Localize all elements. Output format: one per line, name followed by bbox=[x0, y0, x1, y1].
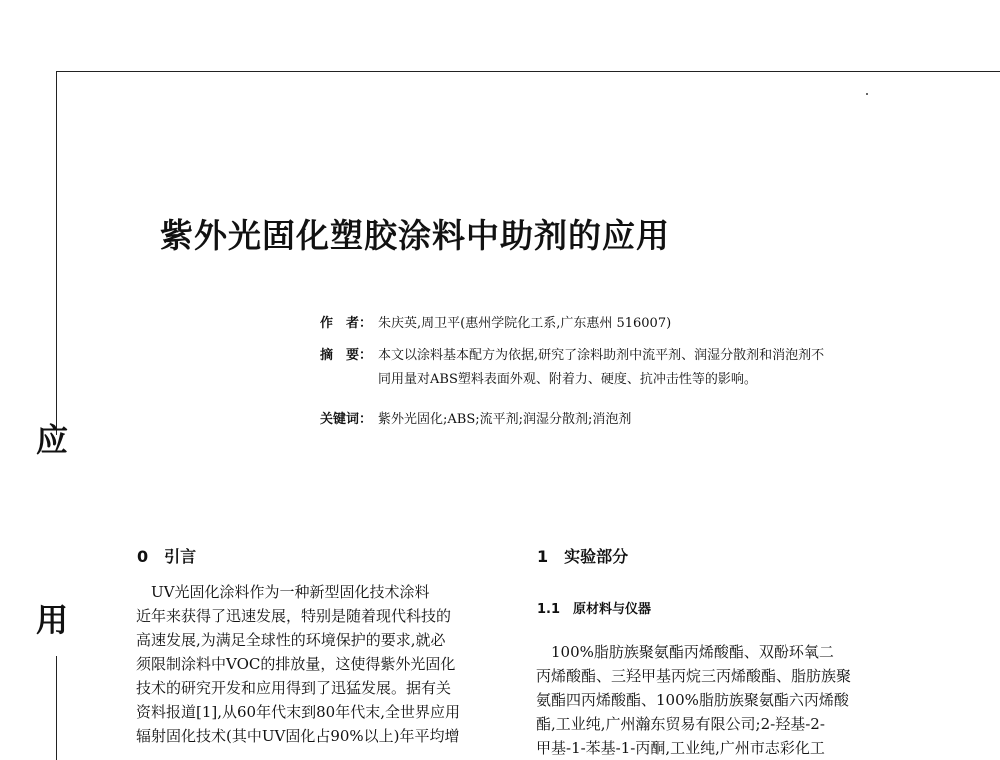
author-value: 朱庆英,周卫平(惠州学院化工系,广东惠州 516007) bbox=[378, 316, 672, 331]
abstract-value: 本文以涂料基本配方为依据,研究了涂料助剂中流平剂、润湿分散剂和消泡剂不 同用量对ABS塑料表面外观、附着力、硬度、抗冲击性等的影响。 bbox=[378, 348, 825, 387]
article-title: 紫外光固化塑胶涂料中助剂的应用 bbox=[160, 216, 670, 255]
left-border-rule-lower bbox=[56, 656, 57, 760]
side-label-char-2: 用 bbox=[35, 601, 68, 639]
section-1-1-heading: 1.1 原材料与仪器 bbox=[537, 602, 652, 617]
abstract-block bbox=[320, 344, 824, 392]
keywords-value: 紫外光固化;ABS;流平剂;润湿分散剂;消泡剂 bbox=[378, 412, 632, 427]
left-border-rule bbox=[56, 71, 57, 435]
author-block bbox=[320, 312, 671, 336]
section-1-heading: 1 实验部分 bbox=[537, 547, 629, 566]
section-1-1-body: 100%脂肪族聚氨酯丙烯酸酯、双酚环氧二 丙烯酸酯、三羟甲基丙烷三丙烯酸酯、脂肪族聚 氨酯四丙烯酸酯、100%脂肪族聚氨酯六丙烯酸 酯,工业纯,广州瀚东贸易有限公司;2-羟基-2- 甲基-1-苯基-1-丙酮,工业纯,广州市志彩化工 bbox=[536, 643, 852, 757]
section-0-heading: 0 引言 bbox=[137, 547, 197, 566]
side-label-char-1: 应 bbox=[35, 421, 68, 459]
scan-dot bbox=[866, 93, 868, 95]
keywords-label: 关键词： bbox=[320, 412, 373, 427]
section-0-body: UV光固化涂料作为一种新型固化技术涂料 近年来获得了迅速发展，特别是随着现代科技的 高速发展,为满足全球性的环境保护的要求,就必 须限制涂料中VOC的排放量，这使得紫外光固化 技术的研究开发和应用得到了迅猛发展。据有关 资料报道[1],从60年代末到80年代末,全世界应用 辐射固化技术(其中UV固化占90%以上)年平均增 bbox=[136, 583, 460, 745]
top-border-rule bbox=[56, 71, 1000, 72]
abstract-label: 摘 要： bbox=[320, 348, 373, 363]
author-label: 作 者： bbox=[320, 316, 373, 331]
keywords-block bbox=[320, 408, 631, 432]
